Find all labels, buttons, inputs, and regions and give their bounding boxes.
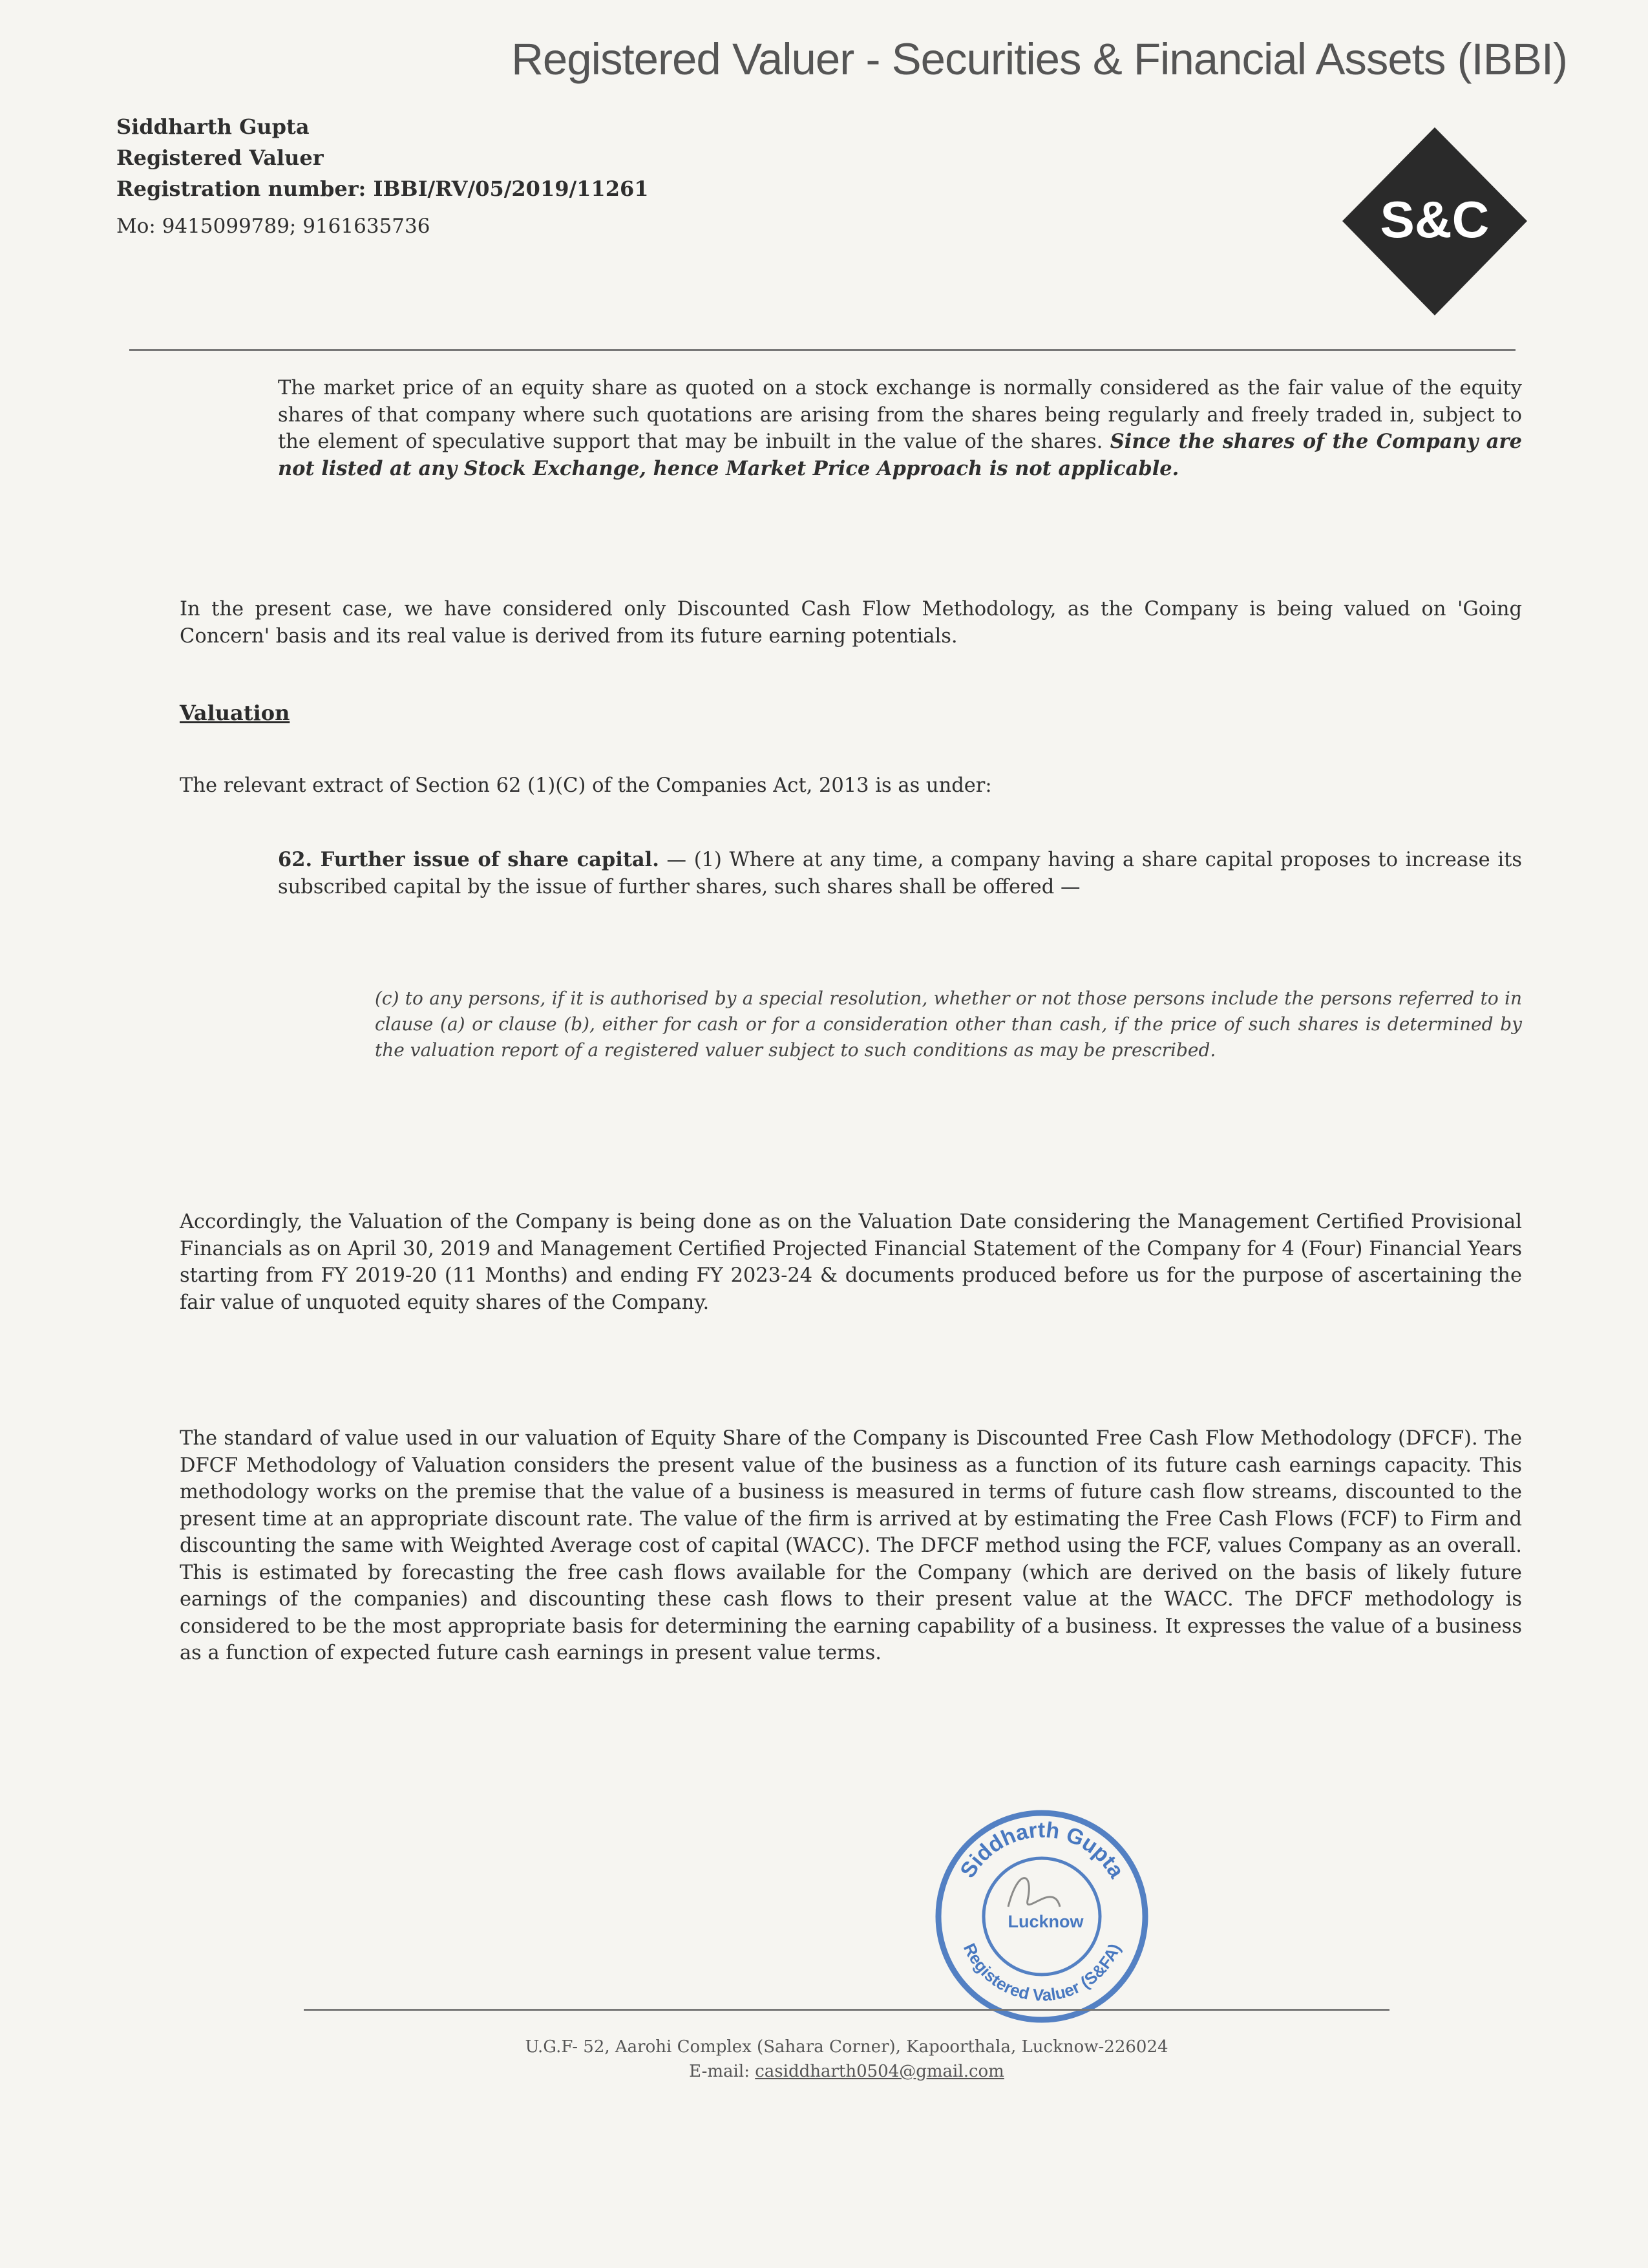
dcf-choice-paragraph: In the present case, we have considered only Discounted Cash Flow Methodology, as the Company is being valued on 'Going Concern' basis and its real value is derived from its future earning potentials. — [180, 598, 1522, 648]
valuer-name: Siddharth Gupta — [116, 114, 310, 139]
registration-number: Registration number: IBBI/RV/05/2019/11261 — [116, 176, 649, 201]
stamp-bottom-text: Registered Valuer (S&FA) — [960, 1940, 1125, 2005]
mobile-numbers: Mo: 9415099789; 9161635736 — [116, 215, 430, 238]
stamp-center-text: Lucknow — [1008, 1912, 1084, 1931]
valuation-basis-paragraph: Accordingly, the Valuation of the Company is being done as on the Valuation Date considering the Management Certified Provisional Financials as on April 30, 2019 and Management Certified Projected Financial Statement of the Company for 4 (Four) Financial Years starting from FY 2019-20 (11 Months) and ending FY 2023-24 & documents produced before us for the purpose of ascertaining the fair value of unquoted equity shares of the Company. — [180, 1211, 1522, 1314]
section-62-quote — [278, 847, 1522, 900]
clause-c-quote: (c) to any persons, if it is authorised by a special resolution, whether or not those persons include the persons referred to in clause (a) or clause (b), either for cash or for a consideration other than cash, if the price of such shares is determined by the valuation report of a registered valuer subject to such conditions as may be prescribed. — [375, 988, 1522, 1061]
valuer-stamp — [931, 1810, 1154, 2023]
sc-logo — [1341, 126, 1528, 317]
valuation-heading: Valuation — [180, 701, 290, 725]
market-price-text: The market price of an equity share as quoted on a stock exchange is normally considered as the fair value of the equity shares of that company where such quotations are arising from the shares being regularly and freely traded in, subject to the element of speculative support that may be inbuilt in the value of the shares. — [278, 377, 1522, 453]
footer-divider — [304, 2009, 1389, 2011]
dfcf-paragraph: The standard of value used in our valuation of Equity Share of the Company is Discounted Free Cash Flow Methodology (DFCF). The DFCF Methodology of Valuation considers the present value of the business as a function of its future cash earnings capacity. This methodology works on the premise that the value of a business is measured in terms of future cash flow streams, discounted to the present time at an appropriate discount rate. The value of the firm is arrived at by estimating the Free Cash Flows (FCF) to Firm and discounting the same with Weighted Average cost of capital (WACC). The DFCF method using the FCF, values Company as an overall. This is estimated by forecasting the free cash flows available for the Company (which are derived on the basis of likely future earnings of the companies) and discounting these cash flows to their present value at the WACC. The DFCF methodology is considered to be the most appropriate basis for determining the earning capability of a business. It expresses the value of a business as a function of expected future cash earnings in present value terms. — [180, 1427, 1522, 1664]
footer-email-link[interactable]: casiddharth0504@gmail.com — [755, 2062, 1004, 2081]
letterhead-banner: Registered Valuer - Securities & Financial Assets (IBBI) — [511, 34, 1567, 84]
footer-email-line — [304, 2059, 1389, 2084]
section-62-intro: The relevant extract of Section 62 (1)(C) of the Companies Act, 2013 is as under: — [180, 774, 992, 797]
header-divider — [129, 349, 1516, 351]
valuer-title: Registered Valuer — [116, 145, 324, 170]
valuer-details — [116, 111, 648, 242]
logo-text: S&C — [1380, 191, 1490, 248]
footer-email-label: E-mail: — [689, 2062, 755, 2081]
stamp-signature — [1008, 1878, 1060, 1907]
stamp-top-text: Siddharth Gupta — [955, 1818, 1129, 1883]
footer-address: U.G.F- 52, Aarohi Complex (Sahara Corner), Kapoorthala, Lucknow-226024 — [525, 2037, 1168, 2057]
section-62-title: 62. Further issue of share capital. — [278, 848, 659, 871]
footer — [304, 2035, 1389, 2084]
market-price-paragraph — [278, 375, 1522, 482]
market-price-emphasis: Since the shares of the Company are not listed at any Stock Exchange, hence Market Price Approach is not applicable. — [278, 430, 1522, 480]
section-62-text: — (1) Where at any time, a company having a share capital proposes to increase its subscribed capital by the issue of further shares, such shares shall be offered — — [278, 849, 1522, 898]
